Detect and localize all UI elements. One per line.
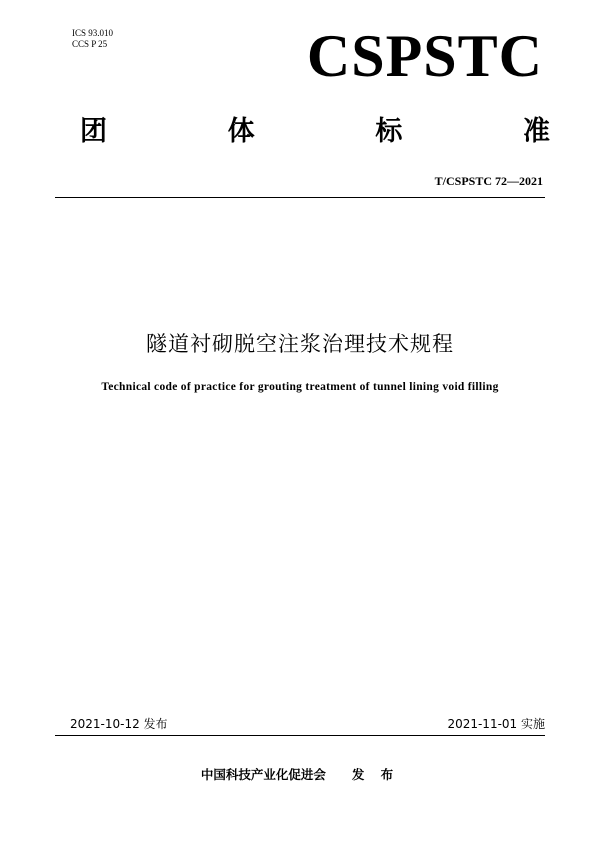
doc-type-char: 标 <box>375 116 403 147</box>
top-divider <box>55 197 545 198</box>
publisher-name: 中国科技产业化促进会 <box>200 767 326 782</box>
publisher-line <box>0 765 600 783</box>
cspstc-logo: CSPSTC <box>306 23 543 89</box>
publish-date: 2021-10-12 发布 <box>70 717 168 731</box>
title-chinese: 隧道衬砌脱空注浆治理技术规程 <box>146 332 454 356</box>
ccs-code: CCS P 25 <box>72 39 108 49</box>
doc-type-char: 准 <box>522 116 550 147</box>
classification-codes <box>72 28 113 50</box>
document-number: T/CSPSTC 72—2021 <box>434 174 543 188</box>
document-type-heading <box>80 114 550 150</box>
title-english: Technical code of practice for grouting treatment of tunnel lining void filling <box>101 381 499 393</box>
doc-type-char: 团 <box>80 116 107 147</box>
publisher-action: 发 布 <box>351 767 400 782</box>
doc-type-char: 体 <box>227 116 255 147</box>
bottom-divider <box>55 735 545 736</box>
implement-date: 2021-11-01 实施 <box>447 717 545 731</box>
ics-code: ICS 93.010 <box>72 28 114 38</box>
